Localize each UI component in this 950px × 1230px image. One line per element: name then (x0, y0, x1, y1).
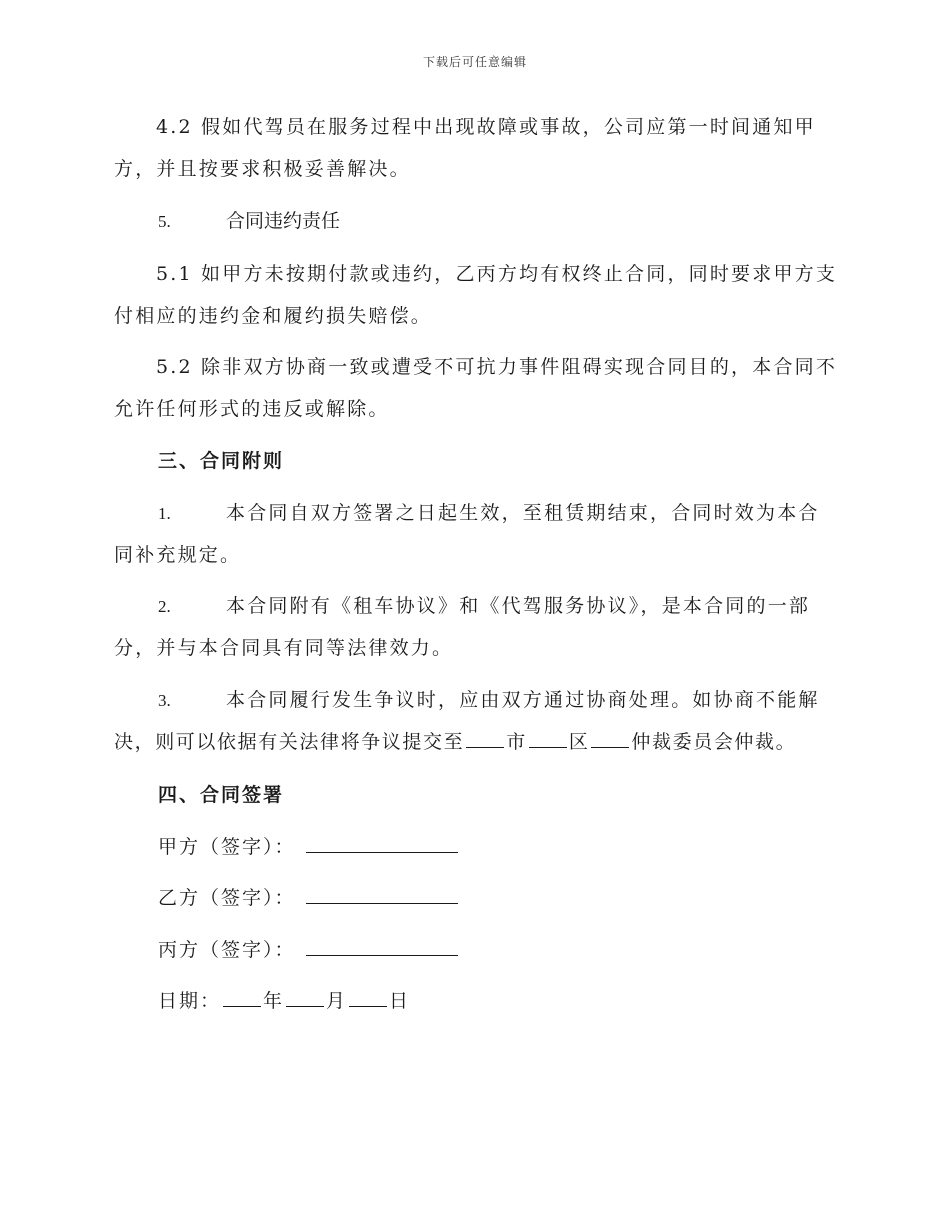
arbitration-text-d: 仲裁委员会仲裁。 (631, 731, 797, 753)
clause-5-2-line1: 5.2 除非双方协商一致或遭受不可抗力事件阻碍实现合同目的，本合同不 (156, 356, 838, 378)
item-5-number: 5. (158, 212, 171, 231)
day-blank[interactable] (349, 986, 387, 1007)
clause-4-2 (114, 106, 840, 148)
section-3-item-2-number: 2. (158, 597, 171, 616)
section-3-item-2-line2: 分，并与本合同具有同等法律效力。 (114, 637, 454, 659)
district-blank[interactable] (529, 727, 567, 748)
party-a-signature-line (158, 826, 458, 868)
party-c-label: 丙方（签字）： (158, 939, 296, 961)
year-label: 年 (263, 990, 285, 1012)
clause-5-2-line2: 允许任何形式的违反或解除。 (114, 398, 390, 420)
year-blank[interactable] (223, 986, 261, 1007)
clause-5-1-line1: 5.1 如甲方未按期付款或违约，乙丙方均有权终止合同，同时要求甲方支 (156, 263, 838, 285)
section-3-item-1-line2: 同补充规定。 (114, 544, 242, 566)
clause-5-1 (114, 253, 840, 295)
arbitration-text-city: 市 (506, 731, 527, 753)
section-3-item-1 (158, 492, 820, 535)
city-blank[interactable] (466, 727, 504, 748)
section-3-item-3-line1: 本合同履行发生争议时，应由双方通过协商处理。如协商不能解 (226, 689, 820, 711)
arbitration-text-district: 区 (568, 731, 590, 753)
section-4-title: 四、合同签署 (158, 784, 285, 806)
month-label: 月 (326, 990, 348, 1012)
party-a-label: 甲方（签字）： (158, 836, 296, 858)
clause-4-2-line2: 方，并且按要求积极妥善解决。 (114, 158, 411, 180)
clause-5-2 (114, 346, 840, 388)
day-label: 日 (389, 990, 411, 1012)
section-3-item-3 (158, 679, 820, 722)
section-3-item-3-number: 3. (158, 691, 171, 710)
month-blank[interactable] (286, 986, 324, 1007)
page-header: 下载后可任意编辑 (422, 55, 527, 69)
arbitration-text-a: 决，则可以依据有关法律将争议提交至 (114, 731, 465, 753)
section-3-item-2-line1: 本合同附有《租车协议》和《代驾服务协议》，是本合同的一部 (226, 595, 811, 617)
party-b-signature-line (158, 877, 458, 919)
section-3-item-1-number: 1. (158, 504, 171, 523)
section-3-item-1-line1: 本合同自双方签署之日起生效，至租赁期结束，合同时效为本合 (226, 502, 820, 524)
party-b-label: 乙方（签字）： (158, 887, 296, 909)
clause-4-2-line1: 4.2 假如代驾员在服务过程中出现故障或事故，公司应第一时间通知甲 (156, 116, 816, 138)
section-3-title: 三、合同附则 (158, 450, 285, 472)
party-c-signature-blank[interactable] (306, 935, 458, 956)
party-b-signature-blank[interactable] (306, 883, 458, 904)
date-line (158, 980, 410, 1022)
committee-blank[interactable] (591, 727, 629, 748)
clause-5-1-line2: 付相应的违约金和履约损失赔偿。 (114, 305, 433, 327)
item-5-text: 合同违约责任 (226, 210, 341, 232)
date-label: 日期： (158, 990, 222, 1012)
party-a-signature-blank[interactable] (306, 832, 458, 853)
party-c-signature-line (158, 929, 458, 971)
item-5 (158, 200, 340, 243)
section-3-item-3-line2 (114, 721, 796, 763)
section-3-item-2 (158, 585, 810, 628)
